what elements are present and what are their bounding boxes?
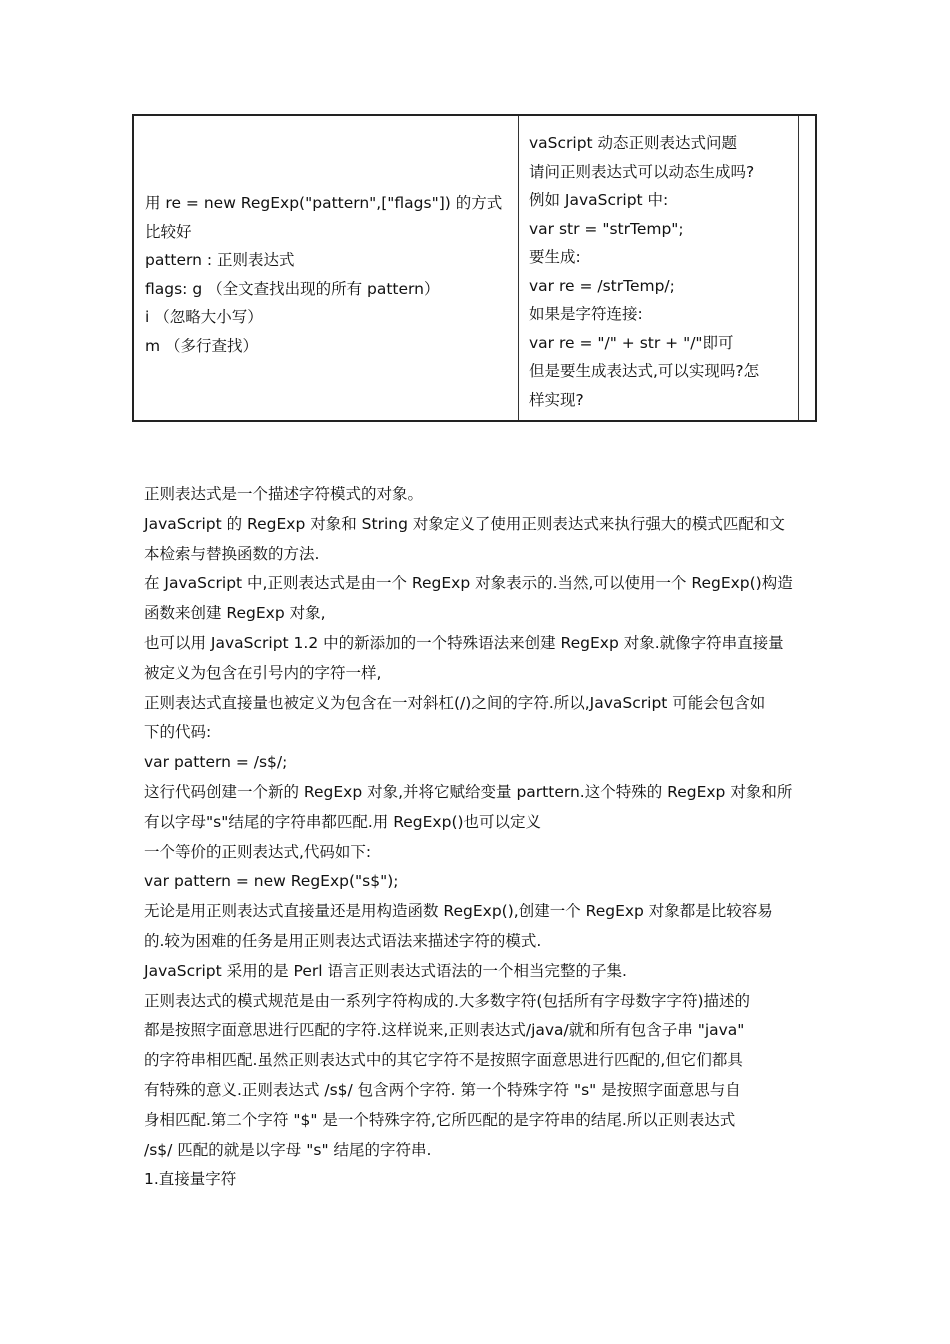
body-line: var pattern = new RegExp("s$"); — [144, 872, 399, 891]
body-line: 一个等价的正则表达式,代码如下: — [144, 842, 372, 861]
body-line: 正则表达式是一个描述字符模式的对象。 — [144, 485, 424, 503]
table-line: 要生成: — [529, 248, 581, 266]
body-line: JavaScript 采用的是 Perl 语言正则表达式语法的一个相当完整的子集. — [144, 961, 627, 980]
table-cell-empty — [798, 116, 815, 420]
body-line: 的字符串相匹配.虽然正则表达式中的其它字符不是按照字面意思进行匹配的,但它们都具 — [144, 1051, 743, 1070]
table-line: 样实现? — [529, 390, 584, 409]
table-line: 如果是字符连接: — [529, 305, 643, 323]
body-line: 正则表达式直接量也被定义为包含在一对斜杠(/)之间的字符.所以,JavaScript 可能会包含如 — [144, 693, 766, 712]
body-line: 本检索与替换函数的方法. — [144, 544, 320, 563]
table-line: var re = /strTemp/; — [529, 276, 675, 295]
body-line: 被定义为包含在引号内的字符一样, — [144, 663, 382, 682]
body-line: 这行代码创建一个新的 RegExp 对象,并将它赋给变量 parttern.这个特殊的 RegExp 对象和所 — [144, 782, 793, 801]
table-line: vaScript 动态正则表达式问题 — [529, 134, 738, 152]
body-line: 都是按照字面意思进行匹配的字符.这样说来,正则表达式/java/就和所有包含子串 "java" — [144, 1021, 745, 1040]
body-line: 在 JavaScript 中,正则表达式是由一个 RegExp 对象表示的.当然,可以使用一个 RegExp()构造 — [144, 574, 793, 593]
body-line: 下的代码: — [144, 723, 212, 742]
body-line: 有特殊的意义.正则表达式 /s$/ 包含两个字符. 第一个特殊字符 "s" 是按照字面意思与自 — [144, 1080, 741, 1099]
table-line: var re = "/" + str + "/"即可 — [529, 333, 734, 352]
table-line: 用 re = new RegExp("pattern",["flags"]) 的方式 — [145, 194, 503, 212]
body-line: 正则表达式的模式规范是由一系列字符构成的.大多数字符(包括所有字母数字字符)描述的 — [144, 991, 751, 1010]
info-table — [132, 114, 817, 422]
body-line: JavaScript 的 RegExp 对象和 String 对象定义了使用正则表达式来执行强大的模式匹配和文 — [144, 514, 785, 533]
body-line: 有以字母"s"结尾的字符串都匹配.用 RegExp()也可以定义 — [144, 812, 542, 831]
table-line: i （忽略大小写） — [145, 308, 263, 326]
article-body — [144, 480, 814, 1195]
table-line: pattern : 正则表达式 — [145, 251, 295, 269]
table-cell-right-text — [529, 129, 759, 414]
body-line: 无论是用正则表达式直接量还是用构造函数 RegExp(),创建一个 RegExp 对象都是比较容易 — [144, 902, 773, 921]
section-heading: 1.直接量字符 — [144, 1170, 237, 1189]
body-line: var pattern = /s$/; — [144, 753, 288, 772]
table-line: 比较好 — [145, 222, 192, 241]
table-line: 请问正则表达式可以动态生成吗? — [529, 162, 755, 181]
table-line: flags: g （全文查找出现的所有 pattern） — [145, 279, 440, 298]
body-line: 函数来创建 RegExp 对象, — [144, 604, 326, 623]
body-line: /s$/ 匹配的就是以字母 "s" 结尾的字符串. — [144, 1140, 432, 1159]
table-cell-right — [519, 116, 798, 420]
table-line: 例如 JavaScript 中: — [529, 191, 669, 209]
table-cell-left — [134, 116, 519, 420]
body-line: 身相匹配.第二个字符 "$" 是一个特殊字符,它所匹配的是字符串的结尾.所以正则表达式 — [144, 1110, 736, 1129]
table-cell-left-text — [145, 189, 502, 360]
body-line: 的.较为困难的任务是用正则表达式语法来描述字符的模式. — [144, 931, 542, 950]
body-line: 也可以用 JavaScript 1.2 中的新添加的一个特殊语法来创建 RegExp 对象.就像字符串直接量 — [144, 633, 784, 652]
table-line: 但是要生成表达式,可以实现吗?怎 — [529, 362, 760, 380]
table-line: var str = "strTemp"; — [529, 219, 684, 238]
table-line: m （多行查找） — [145, 336, 259, 355]
